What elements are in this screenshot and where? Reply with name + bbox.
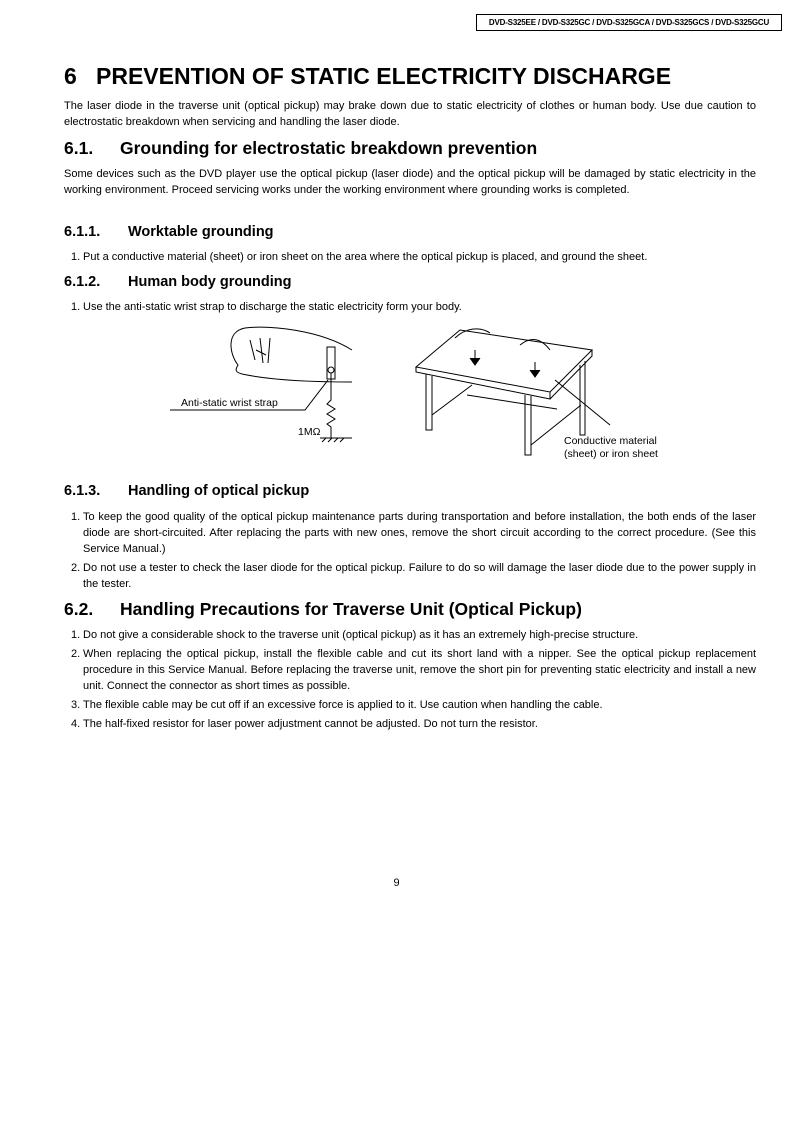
sheet-label: (sheet) or iron sheet: [564, 448, 658, 460]
grounding-figure: [170, 320, 690, 470]
heading-6-1-2: Human body grounding: [128, 274, 292, 290]
list-item: 1. To keep the good quality of the optical pickup maintenance parts during transportation and before installation, the both ends of the laser diode are short-circuited. After replacing the parts with new ones, remove the short circuit according to the correct procedure. (See this Service Manual.): [71, 511, 756, 556]
heading-number: 6.1.1.: [64, 224, 101, 240]
wrist-strap-label: Anti-static wrist strap: [181, 397, 278, 409]
section-heading: [64, 62, 756, 90]
section-number: 6: [64, 63, 77, 89]
heading-6-1-1: Worktable grounding: [128, 224, 274, 240]
list-item: 4. The half-fixed resistor for laser power adjustment cannot be adjusted. Do not turn the resistor.: [71, 717, 538, 730]
page-number: 9: [393, 877, 400, 889]
heading-number: 6.1.: [64, 138, 94, 158]
list-item: 2. When replacing the optical pickup, install the flexible cable and cut its short land with a nipper. See the optical pickup replacement procedure in this Service Manual. Before replacing the traverse unit, remove the short pin for preventing static electricity and install a new unit. Connect the connector as short times as possible.: [71, 647, 756, 693]
heading-number: 6.1.2.: [64, 274, 101, 290]
heading-6-2: Handling Precautions for Traverse Unit (Optical Pickup): [120, 599, 582, 619]
list-item: 1. Do not give a considerable shock to the traverse unit (optical pickup) as it has an extremely high-precise structure.: [71, 629, 639, 641]
model-header: DVD-S325EE / DVD-S325GC / DVD-S325GCA / DVD-S325GCS / DVD-S325GCU: [476, 14, 782, 31]
section-intro: The laser diode in the traverse unit (optical pickup) may brake down due to static electricity of clothes or human body. Use due caution to electrostatic breakdown when servicing and handling the laser diode.: [64, 100, 756, 128]
heading-number: 6.1.3.: [64, 483, 101, 499]
list-item: 2. Do not use a tester to check the laser diode for the optical pickup. Failure to do so will damage the laser diode due to the power supply in the tester.: [71, 562, 756, 591]
list-item: 1. Use the anti-static wrist strap to discharge the static electricity form your body.: [71, 301, 462, 313]
resistor-label: 1MΩ: [298, 426, 321, 438]
heading-6-1: Grounding for electrostatic breakdown prevention: [120, 138, 538, 158]
section-title: PREVENTION OF STATIC ELECTRICITY DISCHARGE: [96, 63, 672, 89]
sheet-label: Conductive material: [564, 435, 657, 447]
list-item: 3. The flexible cable may be cut off if an excessive force is applied to it. Use caution when handling the cable.: [71, 698, 603, 711]
paragraph-6-1: Some devices such as the DVD player use the optical pickup (laser diode) and the optical pickup will be damaged by static electricity in the working environment. Proceed servicing works under the working environment where grounding works is completed.: [64, 168, 756, 196]
wrist-strap-illustration: [170, 327, 352, 442]
heading-6-1-3: Handling of optical pickup: [128, 483, 310, 499]
heading-number: 6.2.: [64, 599, 94, 619]
list-item: 1. Put a conductive material (sheet) or iron sheet on the area where the optical pickup is placed, and ground the sheet.: [71, 251, 648, 263]
